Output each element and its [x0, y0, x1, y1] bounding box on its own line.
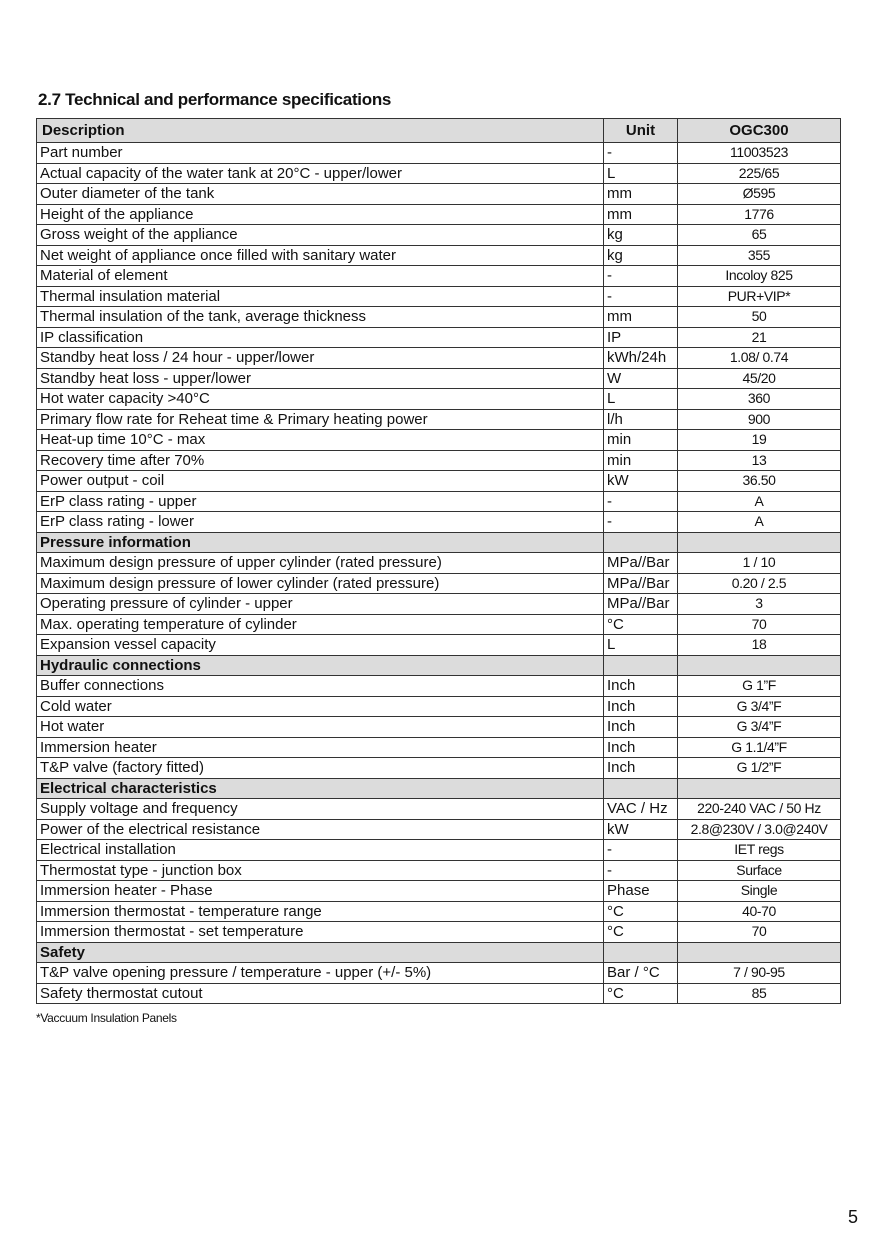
table-row: [37, 676, 841, 697]
cell-description: Immersion thermostat - set temperature: [37, 922, 604, 943]
cell-unit: kg: [604, 245, 678, 266]
header-model: OGC300: [678, 119, 841, 143]
cell-unit: IP: [604, 327, 678, 348]
section-header-row: [37, 655, 841, 676]
cell-value: A: [678, 512, 841, 533]
cell-unit: mm: [604, 204, 678, 225]
table-row: [37, 266, 841, 287]
cell-description: Recovery time after 70%: [37, 450, 604, 471]
cell-description: Expansion vessel capacity: [37, 635, 604, 656]
table-row: [37, 573, 841, 594]
cell-value: 220-240 VAC / 50 Hz: [678, 799, 841, 820]
table-row: [37, 450, 841, 471]
cell-description: Electrical characteristics: [37, 778, 604, 799]
cell-value: 40-70: [678, 901, 841, 922]
cell-unit: Bar / °C: [604, 963, 678, 984]
cell-unit: Inch: [604, 737, 678, 758]
cell-value: 1.08/ 0.74: [678, 348, 841, 369]
cell-unit: mm: [604, 184, 678, 205]
cell-value: 0.20 / 2.5: [678, 573, 841, 594]
table-row: [37, 307, 841, 328]
cell-description: Hot water capacity >40°C: [37, 389, 604, 410]
cell-value: [678, 942, 841, 963]
cell-description: Electrical installation: [37, 840, 604, 861]
cell-value: 18: [678, 635, 841, 656]
cell-description: Supply voltage and frequency: [37, 799, 604, 820]
cell-unit: VAC / Hz: [604, 799, 678, 820]
cell-unit: l/h: [604, 409, 678, 430]
cell-description: Height of the appliance: [37, 204, 604, 225]
table-row: [37, 409, 841, 430]
cell-description: Primary flow rate for Reheat time & Primary heating power: [37, 409, 604, 430]
cell-description: Safety: [37, 942, 604, 963]
cell-value: 85: [678, 983, 841, 1004]
cell-value: 50: [678, 307, 841, 328]
cell-unit: MPa//Bar: [604, 573, 678, 594]
table-row: [37, 204, 841, 225]
cell-unit: MPa//Bar: [604, 553, 678, 574]
cell-value: Ø595: [678, 184, 841, 205]
table-row: [37, 594, 841, 615]
cell-description: Part number: [37, 143, 604, 164]
cell-description: Material of element: [37, 266, 604, 287]
table-header-row: [37, 119, 841, 143]
cell-unit: -: [604, 491, 678, 512]
table-row: [37, 225, 841, 246]
table-row: [37, 840, 841, 861]
table-row: [37, 881, 841, 902]
cell-description: Thermostat type - junction box: [37, 860, 604, 881]
table-row: [37, 922, 841, 943]
cell-unit: mm: [604, 307, 678, 328]
cell-description: Outer diameter of the tank: [37, 184, 604, 205]
cell-unit: kW: [604, 819, 678, 840]
table-row: [37, 963, 841, 984]
table-row: [37, 696, 841, 717]
cell-value: 36.50: [678, 471, 841, 492]
cell-description: Thermal insulation material: [37, 286, 604, 307]
cell-unit: Inch: [604, 696, 678, 717]
cell-unit: [604, 655, 678, 676]
cell-unit: L: [604, 163, 678, 184]
cell-value: 70: [678, 614, 841, 635]
table-row: [37, 819, 841, 840]
table-row: [37, 184, 841, 205]
cell-description: Pressure information: [37, 532, 604, 553]
cell-description: IP classification: [37, 327, 604, 348]
cell-description: Cold water: [37, 696, 604, 717]
cell-description: Power of the electrical resistance: [37, 819, 604, 840]
cell-description: Safety thermostat cutout: [37, 983, 604, 1004]
table-row: [37, 860, 841, 881]
cell-unit: L: [604, 389, 678, 410]
cell-value: IET regs: [678, 840, 841, 861]
cell-description: T&P valve opening pressure / temperature - upper (+/- 5%): [37, 963, 604, 984]
table-row: [37, 389, 841, 410]
table-row: [37, 512, 841, 533]
cell-description: Actual capacity of the water tank at 20°C - upper/lower: [37, 163, 604, 184]
cell-value: Incoloy 825: [678, 266, 841, 287]
cell-description: Maximum design pressure of lower cylinder (rated pressure): [37, 573, 604, 594]
cell-description: Hydraulic connections: [37, 655, 604, 676]
cell-description: ErP class rating - lower: [37, 512, 604, 533]
cell-value: 1 / 10: [678, 553, 841, 574]
table-row: [37, 368, 841, 389]
cell-value: 11003523: [678, 143, 841, 164]
cell-description: Immersion thermostat - temperature range: [37, 901, 604, 922]
cell-description: Power output - coil: [37, 471, 604, 492]
table-row: [37, 491, 841, 512]
table-row: [37, 758, 841, 779]
header-unit: Unit: [604, 119, 678, 143]
cell-value: G 1.1/4”F: [678, 737, 841, 758]
cell-value: [678, 532, 841, 553]
cell-unit: kW: [604, 471, 678, 492]
table-row: [37, 717, 841, 738]
cell-description: Heat-up time 10°C - max: [37, 430, 604, 451]
cell-description: Net weight of appliance once filled with sanitary water: [37, 245, 604, 266]
cell-value: [678, 778, 841, 799]
cell-value: A: [678, 491, 841, 512]
cell-description: T&P valve (factory fitted): [37, 758, 604, 779]
table-row: [37, 635, 841, 656]
cell-unit: Inch: [604, 676, 678, 697]
cell-value: 360: [678, 389, 841, 410]
table-row: [37, 737, 841, 758]
cell-description: Standby heat loss / 24 hour - upper/lower: [37, 348, 604, 369]
cell-unit: [604, 942, 678, 963]
table-row: [37, 430, 841, 451]
cell-unit: [604, 778, 678, 799]
section-title: 2.7 Technical and performance specifications: [38, 90, 392, 109]
table-row: [37, 245, 841, 266]
cell-value: 70: [678, 922, 841, 943]
cell-unit: -: [604, 512, 678, 533]
cell-unit: °C: [604, 922, 678, 943]
cell-unit: °C: [604, 983, 678, 1004]
cell-unit: -: [604, 286, 678, 307]
cell-value: G 3/4”F: [678, 696, 841, 717]
cell-unit: -: [604, 143, 678, 164]
cell-value: G 1”F: [678, 676, 841, 697]
cell-value: 1776: [678, 204, 841, 225]
header-description: Description: [37, 119, 604, 143]
cell-value: 900: [678, 409, 841, 430]
cell-description: Thermal insulation of the tank, average thickness: [37, 307, 604, 328]
spec-table: [36, 118, 841, 1004]
cell-unit: W: [604, 368, 678, 389]
table-row: [37, 983, 841, 1004]
table-row: [37, 143, 841, 164]
spec-table-body: [37, 143, 841, 1004]
table-row: [37, 327, 841, 348]
cell-description: Maximum design pressure of upper cylinder (rated pressure): [37, 553, 604, 574]
cell-description: Hot water: [37, 717, 604, 738]
cell-value: [678, 655, 841, 676]
cell-unit: min: [604, 430, 678, 451]
footnote: *Vaccuum Insulation Panels: [36, 1011, 177, 1025]
cell-unit: L: [604, 635, 678, 656]
cell-value: Surface: [678, 860, 841, 881]
cell-value: 7 / 90-95: [678, 963, 841, 984]
table-row: [37, 163, 841, 184]
cell-value: 21: [678, 327, 841, 348]
cell-value: G 3/4”F: [678, 717, 841, 738]
section-header-row: [37, 778, 841, 799]
cell-unit: -: [604, 266, 678, 287]
table-row: [37, 286, 841, 307]
cell-unit: min: [604, 450, 678, 471]
cell-description: Immersion heater - Phase: [37, 881, 604, 902]
table-row: [37, 553, 841, 574]
table-row: [37, 901, 841, 922]
table-row: [37, 471, 841, 492]
cell-unit: kg: [604, 225, 678, 246]
cell-value: 19: [678, 430, 841, 451]
cell-description: ErP class rating - upper: [37, 491, 604, 512]
cell-unit: -: [604, 840, 678, 861]
cell-value: 13: [678, 450, 841, 471]
cell-value: 225/65: [678, 163, 841, 184]
cell-description: Max. operating temperature of cylinder: [37, 614, 604, 635]
cell-unit: °C: [604, 901, 678, 922]
cell-value: 65: [678, 225, 841, 246]
cell-value: 2.8@230V / 3.0@240V: [678, 819, 841, 840]
cell-description: Gross weight of the appliance: [37, 225, 604, 246]
table-row: [37, 614, 841, 635]
cell-value: 355: [678, 245, 841, 266]
cell-description: Buffer connections: [37, 676, 604, 697]
cell-unit: Inch: [604, 758, 678, 779]
cell-unit: °C: [604, 614, 678, 635]
table-row: [37, 348, 841, 369]
cell-value: G 1/2”F: [678, 758, 841, 779]
section-header-row: [37, 942, 841, 963]
cell-unit: MPa//Bar: [604, 594, 678, 615]
cell-value: 3: [678, 594, 841, 615]
cell-unit: Inch: [604, 717, 678, 738]
cell-unit: kWh/24h: [604, 348, 678, 369]
cell-value: Single: [678, 881, 841, 902]
cell-unit: [604, 532, 678, 553]
cell-unit: Phase: [604, 881, 678, 902]
cell-description: Standby heat loss - upper/lower: [37, 368, 604, 389]
cell-unit: -: [604, 860, 678, 881]
cell-value: 45/20: [678, 368, 841, 389]
cell-description: Operating pressure of cylinder - upper: [37, 594, 604, 615]
table-row: [37, 799, 841, 820]
cell-value: PUR+VIP*: [678, 286, 841, 307]
cell-description: Immersion heater: [37, 737, 604, 758]
section-header-row: [37, 532, 841, 553]
page-number: 5: [847, 1207, 858, 1227]
